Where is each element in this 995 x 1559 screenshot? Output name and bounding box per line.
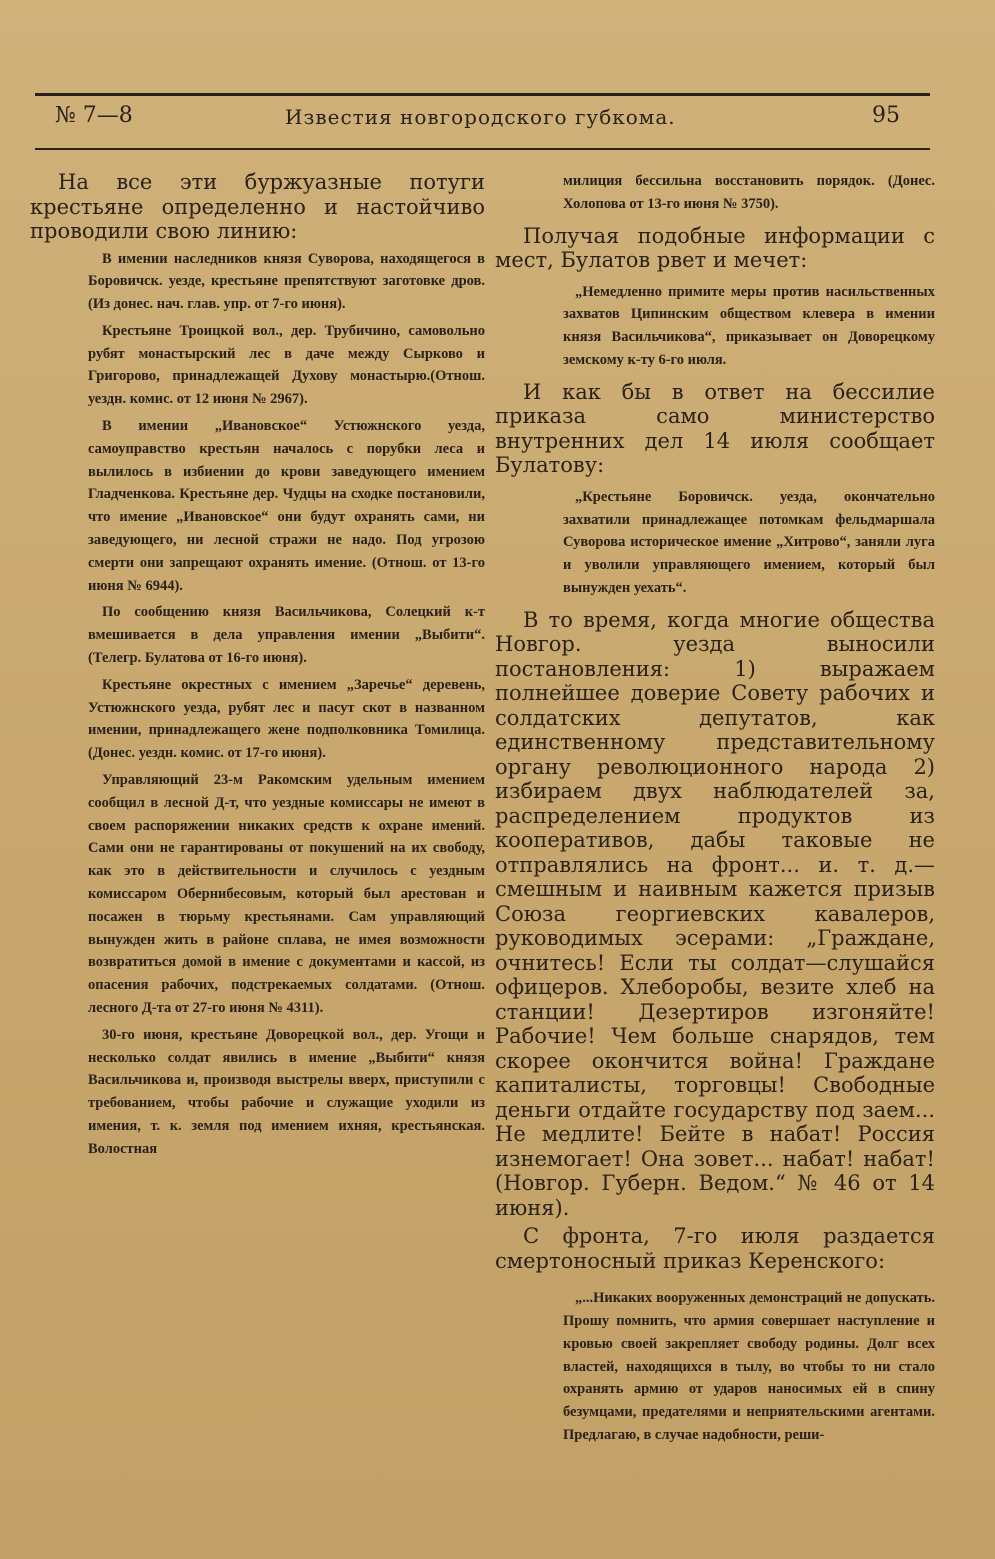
journal-title: Известия новгородского губкома. — [285, 105, 676, 129]
quote-3 — [495, 1287, 935, 1447]
report-item: 30-го июня, крестьяне Доворецкой вол., дер. Угощи и несколько солдат явились в имение „Выбити“ князя Васильчикова и, производя выстрелы вверх, приступили с требованием, чтобы рабочие и служащие уходили из имения, т. к. земля под имением ихняя, крестьянская. Волостная — [88, 1026, 485, 1157]
reports-list — [30, 248, 485, 1161]
quote-3-text: „...Никаких вооруженных демонстраций не допускать. Прошу помнить, что армия совершает наступление и кровью своей закрепляет свободу родины. Долг всех властей, находящихся в тылу, во чтобы то ни стало охранять армию от ударов наносимых ей в спину безумцами, предателями и неприятельскими агентами. Предлагаю, в случае надобности, реши- — [563, 1290, 935, 1444]
report-item: Крестьяне Троицкой вол., дер. Трубичино, самовольно рубят монастырский лес в даче между Сырково и Григорово, принадлежащей Духову монастырю.(Отнош. уездн. комис. от 12 июня № 2967). — [88, 322, 485, 408]
report-item: Крестьяне окрестных с имением „Заречье“ деревень, Устюжнского уезда, рубят лес и пасут скот в названном имении, принадлежащего жене подполковника Томилица. (Донес. уездн. комис. от 17-го июня). — [88, 676, 485, 762]
intro-paragraph: На все эти буржуазные потуги крестьяне определенно и настойчиво проводили свою линию: — [30, 170, 485, 243]
header-rule-bottom — [35, 148, 930, 150]
quote-2-text: „Крестьяне Боровичск. уезда, окончательно захватили принадлежащее потомкам фельдмаршала Суворова историческое имение „Хитрово“, заняли луга и уволили управляющего имением, который был вынужден уехать“. — [563, 488, 935, 596]
issue-number: № 7—8 — [55, 103, 133, 128]
paragraph-3: В то время, когда многие общества Новгор. уезда выносили постановления: 1) выражаем полнейшее доверие Совету рабочих и солдатских депутатов, как единственному представительному органу революционного народа 2) избираем двух наблюдателей за, распределением продуктов из кооперативов, дабы таковые не отправлялись на фронт... и. т. д.—смешным и наивным кажется призыв Союза георгиевских кавалеров, руководимых эсерами: „Граждане, очнитесь! Если ты солдат—слушайся офицеров. Хлеборобы, везите хлеб на станции! Дезертиров изгоняйте! Рабочие! Чем больше снарядов, тем скорее окончится война! Граждане капиталисты, торговцы! Свободные деньги отдайте государству под заем... Не медлите! Бейте в набат! Россия изнемогает! Она зовет... набат! набат! (Новгор. Губерн. Ведом.“ № 46 от 14 июня). — [495, 607, 935, 1220]
quote-1-text: „Немедленно примите меры против насильственных захватов Ципинским обществом клевера в имении князя Васильчикова“, приказывает он Доворецкому земскому к-ту 6-го июля. — [563, 283, 935, 368]
report-item: По сообщению князя Васильчикова, Солецкий к-т вмешивается в дела управления имении „Выбити“. (Телегр. Булатова от 16-го июня). — [88, 604, 485, 667]
header-rule-top — [35, 93, 930, 96]
paragraph-2: И как бы в ответ на бессилие приказа само министерство внутренних дел 14 июля сообщает Булатову: — [495, 379, 935, 478]
page-number: 95 — [872, 103, 900, 128]
report-item: В имении наследников князя Суворова, находящегося в Боровичск. уезде, крестьяне препятствуют заготовке дров. (Из донес. нач. глав. упр. от 7-го июня). — [88, 250, 485, 313]
paragraph-4: С фронта, 7-го июля раздается смертоносный приказ Керенского: — [495, 1224, 935, 1273]
report-item: В имении „Ивановское“ Устюжнского уезда, самоуправство крестьян началось с порубки леса и вылилось в избиении до крови заведующего имением Гладченкова. Крестьяне дер. Чудцы на сходке постановили, что имение „Ивановское“ они будут охранять сами, ни заведующего, ни лесной стражи не надо. Под угрозою смерти они запрещают охранять имение. (Отнош. от 13-го июня № 6944). — [88, 418, 485, 594]
paragraph-1: Получая подобные информации с мест, Булатов рвет и мечет: — [495, 223, 935, 273]
quote-1 — [495, 281, 935, 372]
right-column — [495, 170, 935, 1451]
left-column — [30, 170, 485, 1165]
report-item: Управляющий 23-м Ракомским удельным имением сообщил в лесной Д-т, что уездные комиссары не имеют в своем распоряжении никаких средств к охране имений. Сами они не гарантированы от покушений на их свободу, как это в действительности и случилось с уездным комиссаром Обернибесовым, который был арестован и посажен в тюрьму крестьянами. Сам управляющий вынужден жить в районе сплава, не имея возможности возвратиться домой в имение с документами и кассой, из опасения рабочих, подстрекаемых солдатами. (Отнош. лесного Д-та от 27-го июня № 4311). — [88, 772, 485, 1016]
continued-report — [495, 170, 935, 216]
continuation-text: милиция бессильна восстановить порядок. (Донес. Холопова от 13-го июня № 3750). — [563, 173, 935, 212]
quote-2 — [495, 486, 935, 600]
